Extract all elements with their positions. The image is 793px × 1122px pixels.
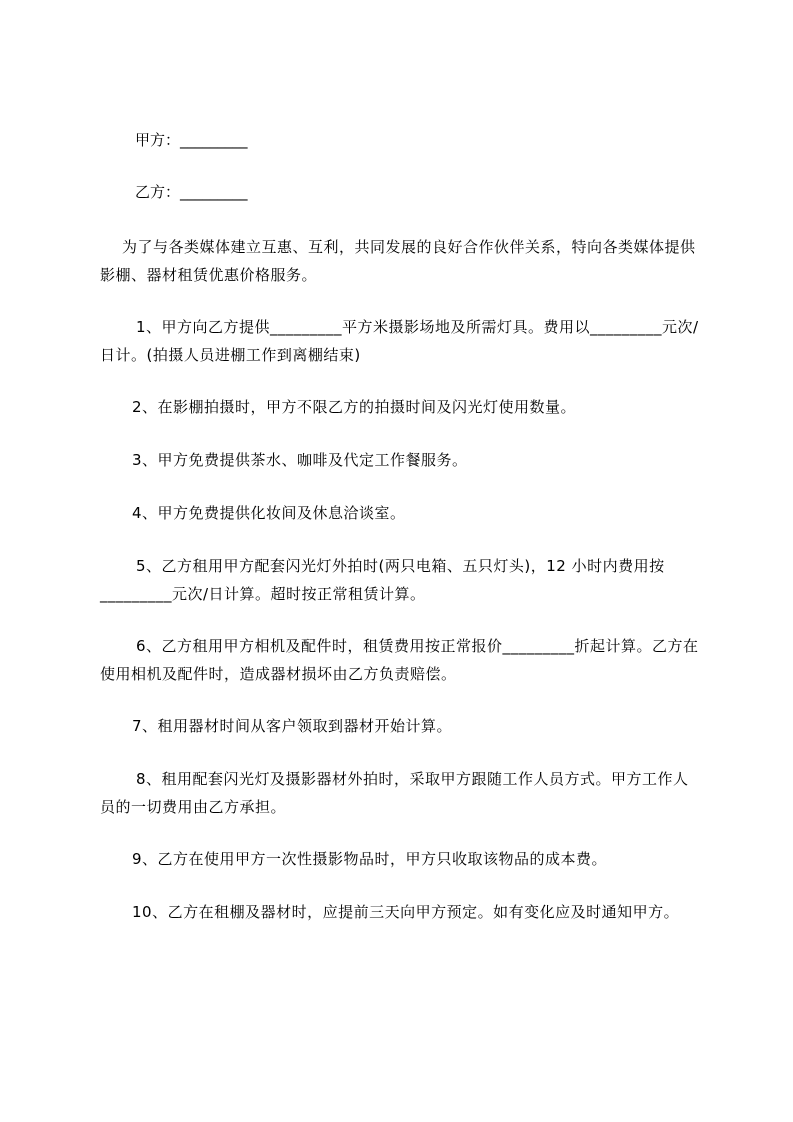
clause-9: 9、乙方在使用甲方一次性摄影物品时，甲方只收取该物品的成本费。	[132, 850, 608, 868]
clause-5: 5、乙方租用甲方配套闪光灯外拍时(两只电箱、五只灯头)，12 小时内费用按_________元次/日计算。超时按正常租赁计算。	[100, 557, 665, 603]
clause-7: 7、租用器材时间从客户领取到器材开始计算。	[132, 717, 453, 735]
clause-4: 4、甲方免费提供化妆间及休息洽谈室。	[132, 504, 406, 522]
clause-8: 8、租用配套闪光灯及摄影器材外拍时，采取甲方跟随工作人员方式。甲方工作人员的一切费用由乙方承担。	[100, 770, 689, 816]
clause-2: 2、在影棚拍摄时，甲方不限乙方的拍摄时间及闪光灯使用数量。	[132, 398, 577, 416]
intro-paragraph: 为了与各类媒体建立互惠、互利，共同发展的良好合作伙伴关系，特向各类媒体提供影棚、器材租赁优惠价格服务。	[100, 238, 696, 284]
clause-1: 1、甲方向乙方提供_________平方米摄影场地及所需灯具。费用以_________元次/日计。(拍摄人员进棚工作到离棚结束)	[100, 318, 699, 364]
clause-3: 3、甲方免费提供茶水、咖啡及代定工作餐服务。	[132, 451, 468, 469]
party-b-line: 乙方：_________	[135, 183, 248, 201]
party-a-line: 甲方：_________	[135, 131, 248, 149]
clause-6: 6、乙方租用甲方相机及配件时，租赁费用按正常报价_________折起计算。乙方在使用相机及配件时，造成器材损坏由乙方负责赔偿。	[100, 637, 699, 683]
clause-10: 10、乙方在租棚及器材时，应提前三天向甲方预定。如有变化应及时通知甲方。	[132, 903, 680, 921]
